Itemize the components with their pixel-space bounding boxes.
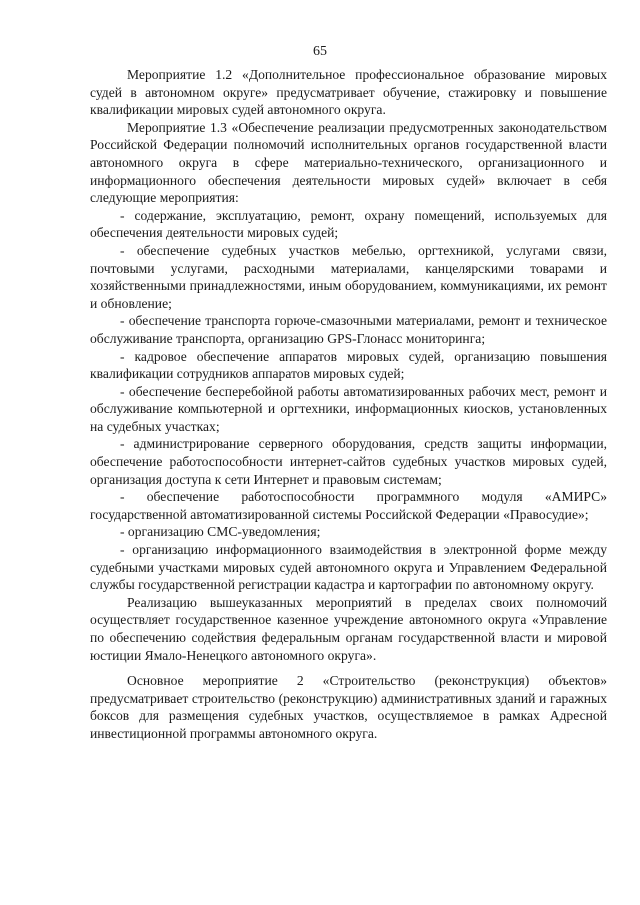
list-item-workstations: - обеспечение бесперебойной работы автоматизированных рабочих мест, ремонт и обслуживание компьютерной и оргтехники, информационных киосков, установленных на судебных участках; [90,383,607,434]
list-item-servers: - администрирование серверного оборудования, средств защиты информации, обеспечение работоспособности интернет-сайтов судебных участков мировых судей, организация доступа к сети Интернет и правовым системам; [90,436,607,487]
list-item-interaction: - организацию информационного взаимодействия в электронной форме между судебными участками мировых судей автономного округа и Управлением Федеральной службы государственной регистрации кадастра и картографии по автономному округу. [90,542,607,593]
paragraph-measure-1-3: Мероприятие 1.3 «Обеспечение реализации предусмотренных законодательством Российской Федерации полномочий исполнительных органов государственной власти автономного округа в сфере материально-технического, организационного и информационного обеспечения деятельности мировых судей» включает в себя следующие мероприятия: [90,119,607,206]
list-item-equipment: - обеспечение судебных участков мебелью, оргтехникой, услугами связи, почтовыми услугами, расходными материалами, канцелярскими товарами и хозяйственными принадлежностями, иным оборудованием, коммуникациями, их ремонт и обновление; [90,242,607,311]
list-item-staffing: - кадровое обеспечение аппаратов мировых судей, организацию повышения квалификации сотрудников аппаратов мировых судей; [90,348,607,382]
paragraph-main-measure-2: Основное мероприятие 2 «Строительство (реконструкция) объектов» предусматривает строительство (реконструкцию) административных зданий и гаражных боксов для размещения судебных участков, осуществляемое в рамках Адресной инвестиционной программы автономного округа. [90,673,607,741]
list-item-sms: - организацию СМС-уведомления; [120,524,321,540]
page-number: 65 [313,44,327,59]
list-item-premises: - содержание, эксплуатацию, ремонт, охрану помещений, используемых для обеспечения деятельности мировых судей; [90,207,607,241]
paragraph-measure-1-2: Мероприятие 1.2 «Дополнительное профессиональное образование мировых судей в автономном округе» предусматривает обучение, стажировку и повышение квалификации мировых судей автономного округа. [90,67,607,118]
paragraph-implementation: Реализацию вышеуказанных мероприятий в пределах своих полномочий осуществляет государственное казенное учреждение автономного округа «Управление по обеспечению содействия федеральным органам государственной власти и мировой юстиции Ямало-Ненецкого автономного округа». [90,594,607,663]
list-item-amirs: - обеспечение работоспособности программного модуля «АМИРС» государственной автоматизированной системы Российской Федерации «Правосудие»; [90,489,607,522]
list-item-transport: - обеспечение транспорта горюче-смазочными материалами, ремонт и техническое обслуживание транспорта, организацию GPS-Глонасс мониторинга; [90,313,607,346]
document-body [90,66,607,743]
